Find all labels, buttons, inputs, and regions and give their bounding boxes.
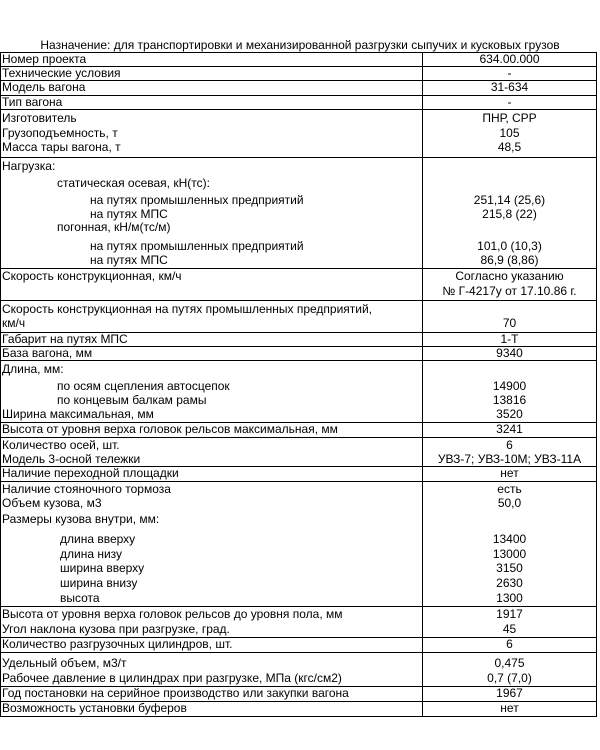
row-value: 0,7 (7,0)	[487, 671, 532, 685]
row-label: Масса тары вагона, т	[2, 140, 121, 154]
row-label: Изготовитель	[2, 111, 77, 125]
row-label: длина низу	[60, 547, 123, 561]
row-value: 634.00.000	[479, 52, 540, 66]
row-value: Согласно указанию	[455, 269, 564, 283]
row-label: Длина, мм:	[2, 362, 64, 376]
row-value: № Г-4217у от 17.10.86 г.	[442, 284, 577, 298]
row-label: Удельный объем, м3/т	[2, 656, 127, 670]
row-label: Модель 3-осной тележки	[2, 452, 141, 466]
row-value: 1-Т	[500, 332, 519, 346]
row-label: Год постановки на серийное производство или закупки вагона	[2, 686, 349, 700]
row-label: Размеры кузова внутри, мм:	[2, 512, 160, 526]
row-label: км/ч	[2, 316, 26, 330]
row-value: 6	[506, 438, 513, 452]
row-value: ПНР, СРР	[482, 111, 537, 125]
row-label: Количество осей, шт.	[2, 438, 120, 452]
row-label: Высота от уровня верха головок рельсов до уровня пола, мм	[2, 607, 343, 621]
row-label: Номер проекта	[2, 52, 87, 66]
row-label: на путях промышленных предприятий	[90, 239, 304, 253]
row-label: на путях МПС	[90, 207, 168, 221]
row-label: на путях промышленных предприятий	[90, 193, 304, 207]
row-label: Возможность установки буферов	[2, 701, 187, 715]
row-value: 105	[499, 126, 520, 140]
row-value: нет	[500, 701, 519, 715]
row-label: Наличие стояночного тормоза	[2, 482, 171, 496]
row-design-speed	[1, 269, 596, 301]
row-value: 6	[506, 637, 513, 651]
row-value: 3150	[496, 561, 523, 575]
row-label: Скорость конструкционная на путях промышленных предприятий,	[2, 302, 373, 316]
row-cylinders	[1, 638, 596, 653]
row-label: Рабочее давление в цилиндрах при разгрузке, МПа (кгс/см2)	[2, 671, 342, 685]
row-label: Скорость конструкционная, км/ч	[2, 269, 182, 283]
row-value: 70	[502, 316, 517, 330]
row-value: 101,0 (10,3)	[477, 239, 542, 253]
row-value: 45	[502, 622, 517, 636]
row-group-manufacturer	[1, 110, 596, 158]
row-value: -	[507, 66, 512, 80]
row-value: УВЗ-7; УВЗ-10М; УВЗ-11А	[437, 452, 582, 466]
row-label: длина вверху	[60, 532, 136, 546]
row-label: высота	[60, 591, 100, 605]
row-design-speed-industrial	[1, 301, 596, 333]
row-wagon-model	[1, 81, 596, 96]
row-value: 14900	[492, 379, 527, 393]
row-value: 1917	[496, 607, 523, 621]
row-buffers	[1, 702, 596, 718]
row-group-floor	[1, 607, 596, 638]
row-label: погонная, кН/м(тс/м)	[57, 220, 171, 234]
row-wheelbase	[1, 347, 596, 361]
row-label: Наличие переходной площадки	[2, 466, 179, 480]
row-value: 50,0	[497, 496, 522, 510]
row-label: ширина внизу	[60, 576, 138, 590]
row-value: есть	[497, 482, 522, 496]
row-group-body	[1, 482, 596, 607]
row-label: на путях МПС	[90, 253, 168, 267]
document-title: Назначение: для транспортировки и механизированной разгрузки сыпучих и кусковых грузов	[40, 38, 560, 52]
row-value: 251,14 (25,6)	[473, 193, 546, 207]
row-value: 13000	[492, 547, 527, 561]
row-label: Количество разгрузочных цилиндров, шт.	[2, 637, 233, 651]
row-value: 13816	[492, 393, 527, 407]
row-label: ширина вверху	[60, 561, 145, 575]
row-value: 1300	[496, 591, 523, 605]
row-value: 3520	[496, 407, 523, 421]
row-max-height	[1, 423, 596, 438]
row-label: Технические условия	[2, 66, 121, 80]
row-group-axles	[1, 438, 596, 467]
row-value: 3241	[496, 422, 523, 436]
row-label: Тип вагона	[2, 95, 63, 109]
row-label: Высота от уровня верха головок рельсов максимальная, мм	[2, 422, 338, 436]
row-value: нет	[500, 466, 519, 480]
row-label: Грузоподъемность, т	[2, 126, 118, 140]
row-label: База вагона, мм	[2, 346, 93, 360]
row-group-load	[1, 158, 596, 269]
row-group-length	[1, 361, 596, 423]
row-value: 1967	[496, 686, 523, 700]
row-value: 215,8 (22)	[482, 207, 537, 221]
row-value: -	[507, 95, 512, 109]
row-value: 48,5	[497, 140, 522, 154]
row-label: Габарит на путях МПС	[2, 332, 128, 346]
row-gauge	[1, 333, 596, 347]
row-label: Модель вагона	[2, 80, 86, 94]
row-transition-platform	[1, 467, 596, 482]
row-tech-conditions	[1, 67, 596, 81]
row-value: 0,475	[494, 656, 525, 670]
row-value: 31-634	[490, 80, 529, 94]
row-value: 13400	[492, 532, 527, 546]
row-label: по осям сцепления автосцепок	[57, 379, 230, 393]
row-label: Ширина максимальная, мм	[2, 407, 154, 421]
row-group-volume	[1, 653, 596, 687]
row-value: 2630	[496, 576, 523, 590]
row-production-year	[1, 687, 596, 702]
row-label: Нагрузка:	[2, 159, 56, 173]
row-label: по концевым балкам рамы	[57, 393, 207, 407]
row-project-number	[1, 53, 596, 67]
row-label: Угол наклона кузова при разгрузке, град.	[2, 622, 230, 636]
row-wagon-type	[1, 96, 596, 110]
row-label: статическая осевая, кН(тс):	[57, 176, 210, 190]
spec-table	[0, 52, 597, 717]
row-label: Объем кузова, м3	[2, 496, 102, 510]
row-value: 9340	[496, 346, 523, 360]
row-value: 86,9 (8,86)	[480, 253, 539, 267]
